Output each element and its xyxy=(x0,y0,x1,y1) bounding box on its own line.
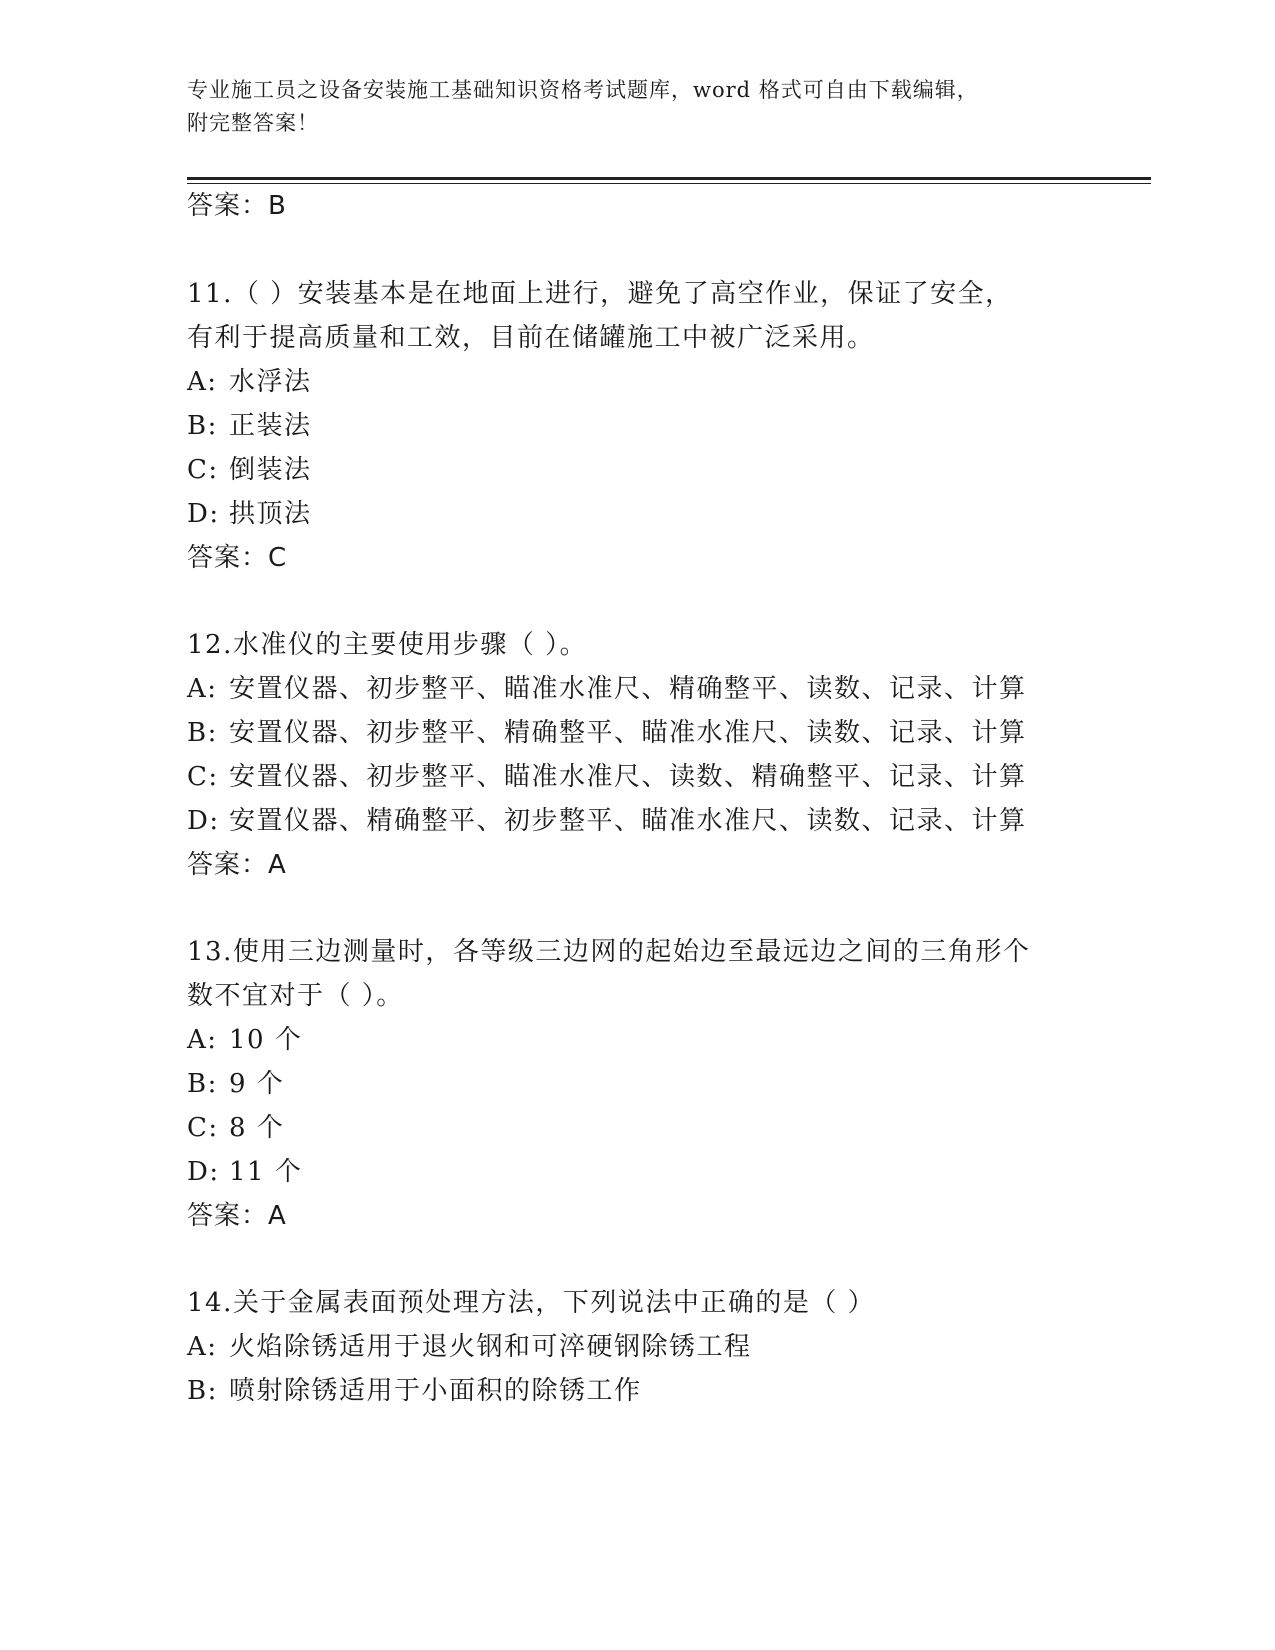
q14-option-b xyxy=(187,1373,642,1409)
option-text: 倒装法 xyxy=(229,455,312,485)
option-text: 安置仪器、初步整平、精确整平、瞄准水准尺、读数、记录、计算 xyxy=(229,718,1027,748)
option-letter: B: xyxy=(187,1069,218,1099)
document-header xyxy=(187,74,1067,140)
q11-stem-line-1: 11.（ ）安装基本是在地面上进行，避免了高空作业，保证了安全， xyxy=(187,279,1013,309)
option-letter: A: xyxy=(187,1025,218,1055)
q13-stem-line-1: 13.使用三边测量时，各等级三边网的起始边至最远边之间的三角形个 xyxy=(187,937,1031,967)
option-letter: D: xyxy=(187,806,220,836)
q14-stem-line-1: 14.关于金属表面预处理方法，下列说法中正确的是（ ） xyxy=(187,1288,876,1318)
option-letter: B: xyxy=(187,718,218,748)
q12-stem-line-1: 12.水准仪的主要使用步骤（ ）。 xyxy=(187,630,588,660)
q11-option-a xyxy=(187,364,312,400)
header-line-2: 附完整答案！ xyxy=(187,111,319,135)
q11-answer: 答案：C xyxy=(187,543,288,573)
option-letter: B: xyxy=(187,411,218,441)
q12-option-d xyxy=(187,803,1027,839)
option-letter: D: xyxy=(187,1157,220,1187)
q11-option-c xyxy=(187,452,312,488)
q13-option-c xyxy=(187,1110,284,1146)
option-text: 安置仪器、初步整平、瞄准水准尺、精确整平、读数、记录、计算 xyxy=(229,674,1027,704)
option-text: 水浮法 xyxy=(229,367,312,397)
q12-option-c xyxy=(187,759,1027,795)
option-letter: C: xyxy=(187,1113,219,1143)
header-divider-thick xyxy=(187,177,1151,180)
option-text: 安置仪器、精确整平、初步整平、瞄准水准尺、读数、记录、计算 xyxy=(229,806,1027,836)
q13-stem-line-2: 数不宜对于（ ）。 xyxy=(187,981,404,1011)
option-text: 火焰除锈适用于退火钢和可淬硬钢除锈工程 xyxy=(229,1332,752,1362)
option-letter: B: xyxy=(187,1376,218,1406)
q13-option-b xyxy=(187,1066,284,1102)
option-text: 正装法 xyxy=(229,411,312,441)
q11-option-b xyxy=(187,408,312,444)
option-letter: C: xyxy=(187,762,219,792)
option-letter: A: xyxy=(187,1332,218,1362)
q13-option-a xyxy=(187,1022,302,1058)
q12-answer: 答案：A xyxy=(187,850,287,880)
header-divider-thin xyxy=(187,183,1151,184)
option-letter: C: xyxy=(187,455,219,485)
option-letter: A: xyxy=(187,367,218,397)
option-text: 9 个 xyxy=(229,1069,285,1099)
q11-stem-line-2: 有利于提高质量和工效，目前在储罐施工中被广泛采用。 xyxy=(187,323,875,353)
q13-answer: 答案：A xyxy=(187,1201,287,1231)
option-letter: D: xyxy=(187,499,220,529)
option-text: 10 个 xyxy=(229,1025,303,1055)
option-text: 11 个 xyxy=(229,1157,303,1187)
option-letter: A: xyxy=(187,674,218,704)
option-text: 安置仪器、初步整平、瞄准水准尺、读数、精确整平、记录、计算 xyxy=(229,762,1027,792)
q12-option-b xyxy=(187,715,1027,751)
q11-option-d xyxy=(187,496,312,532)
option-text: 喷射除锈适用于小面积的除锈工作 xyxy=(229,1376,642,1406)
q13-option-d xyxy=(187,1154,302,1190)
answer-prev: 答案：B xyxy=(187,191,287,221)
header-line-1: 专业施工员之设备安装施工基础知识资格考试题库，word 格式可自由下载编辑， xyxy=(187,78,979,102)
option-text: 拱顶法 xyxy=(229,499,312,529)
q14-option-a xyxy=(187,1329,752,1365)
option-text: 8 个 xyxy=(229,1113,285,1143)
q12-option-a xyxy=(187,671,1027,707)
